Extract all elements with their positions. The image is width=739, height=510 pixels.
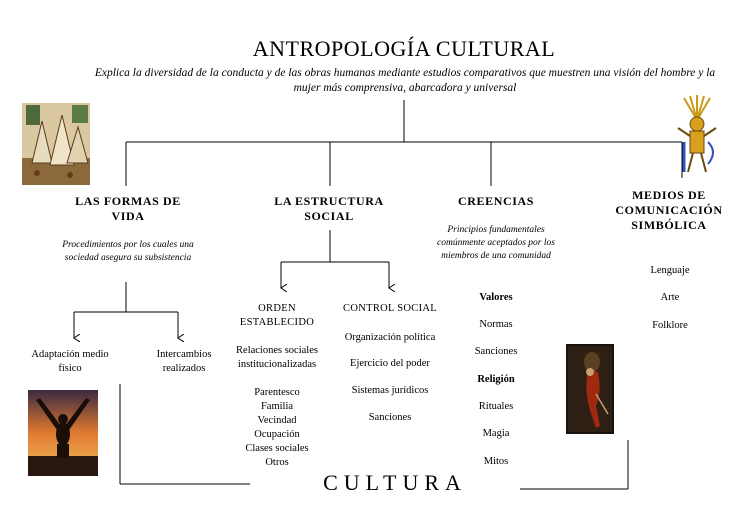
orden-item-1: Parentesco	[254, 387, 300, 398]
formas-adaptacion: Adaptación medio físico	[31, 349, 109, 374]
creencias-normas: Normas	[479, 319, 513, 330]
orden-item-6: Otros	[265, 457, 289, 468]
control-heading: CONTROL SOCIAL	[343, 303, 437, 314]
creencias-heading: CREENCIAS	[457, 194, 535, 208]
formas-description: Procedimientos por los cuales una sociedad asegura su subsistencia	[62, 240, 194, 263]
page-subtitle: Explica la diversidad de la conducta y de las obras humanas mediante estudios comparativos que muestren una visión del hombre y la mujer más comprensiva, abarcadora y universal	[94, 67, 716, 94]
creencias-sanciones: Sanciones	[474, 346, 518, 357]
control-item-2: Sistemas jurídicos	[351, 385, 429, 396]
creencias-mitos: Mitos	[483, 456, 509, 467]
orden-item-4: Ocupación	[254, 429, 300, 440]
orden-item-2: Familia	[260, 401, 294, 412]
control-item-1: Ejercicio del poder	[350, 358, 430, 369]
creencias-description: Principios fundamentales comúnmente aceptados por los miembros de una comunidad	[437, 225, 555, 261]
formas-heading: LAS FORMAS DE VIDA	[75, 194, 181, 223]
tipi-village-image	[22, 103, 90, 185]
creencias-magia: Magia	[482, 428, 510, 439]
creencias-religion: Religión	[477, 374, 515, 385]
orden-item-5: Clases sociales	[245, 443, 309, 454]
tribal-figure-image	[672, 94, 722, 176]
page-title: ANTROPOLOGÍA CULTURAL	[252, 36, 556, 61]
medios-heading: MEDIOS DE COMUNICACIÓN SIMBÓLICA	[615, 188, 723, 232]
medios-folklore: Folklore	[652, 320, 688, 331]
medios-arte: Arte	[660, 292, 680, 303]
orden-item-0: Relaciones sociales institucionalizadas	[236, 345, 318, 370]
control-item-3: Sanciones	[368, 412, 412, 423]
creencias-rituales: Rituales	[478, 401, 514, 412]
orden-item-3: Vecindad	[257, 415, 297, 426]
raised-arms-silhouette-image	[28, 390, 98, 476]
medios-lenguaje: Lenguaje	[650, 265, 690, 276]
formas-intercambios: Intercambios realizados	[156, 349, 212, 374]
estructura-heading: LA ESTRUCTURA SOCIAL	[274, 194, 384, 223]
orden-heading: ORDEN ESTABLECIDO	[239, 303, 315, 328]
dark-figure-painting-image	[566, 344, 614, 434]
control-item-0: Organización política	[344, 332, 436, 343]
creencias-valores: Valores	[479, 292, 513, 303]
cultura-footer: CULTURA	[323, 470, 467, 495]
